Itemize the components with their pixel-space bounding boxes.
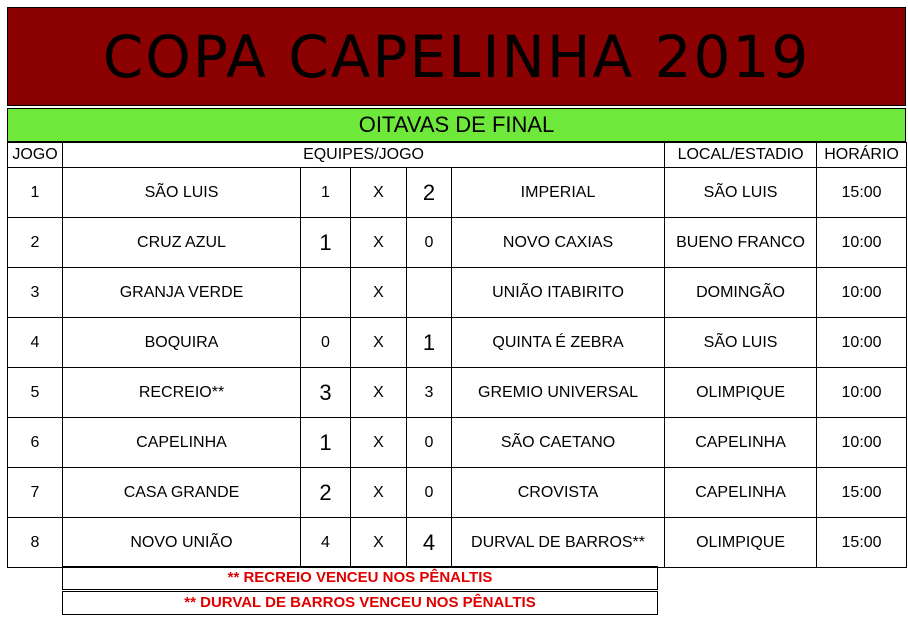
kickoff-time: 15:00 xyxy=(817,168,907,218)
home-score xyxy=(301,268,351,318)
table-row xyxy=(8,518,907,568)
home-team: CRUZ AZUL xyxy=(63,218,301,268)
kickoff-time: 15:00 xyxy=(817,468,907,518)
game-number: 8 xyxy=(8,518,63,568)
penalty-note-recreio: ** RECREIO VENCEU NOS PÊNALTIS xyxy=(62,566,658,590)
phase-banner xyxy=(7,108,906,142)
home-score: 1 xyxy=(301,168,351,218)
home-team: NOVO UNIÃO xyxy=(63,518,301,568)
penalty-note-durval: ** DURVAL DE BARROS VENCEU NOS PÊNALTIS xyxy=(62,591,658,615)
game-number: 2 xyxy=(8,218,63,268)
table-row xyxy=(8,368,907,418)
away-team: CROVISTA xyxy=(452,468,665,518)
home-score: 3 xyxy=(301,368,351,418)
venue: OLIMPIQUE xyxy=(665,368,817,418)
title-banner xyxy=(7,7,906,106)
kickoff-time: 10:00 xyxy=(817,218,907,268)
game-number: 4 xyxy=(8,318,63,368)
game-number: 5 xyxy=(8,368,63,418)
venue: BUENO FRANCO xyxy=(665,218,817,268)
home-score: 1 xyxy=(301,418,351,468)
kickoff-time: 10:00 xyxy=(817,418,907,468)
versus-mark: X xyxy=(351,368,407,418)
home-team: CAPELINHA xyxy=(63,418,301,468)
kickoff-time: 10:00 xyxy=(817,318,907,368)
away-team: QUINTA É ZEBRA xyxy=(452,318,665,368)
away-team: UNIÃO ITABIRITO xyxy=(452,268,665,318)
versus-mark: X xyxy=(351,268,407,318)
kickoff-time: 10:00 xyxy=(817,268,907,318)
versus-mark: X xyxy=(351,218,407,268)
table-row xyxy=(8,168,907,218)
away-score xyxy=(407,268,452,318)
header-equipes: EQUIPES/JOGO xyxy=(63,143,665,168)
versus-mark: X xyxy=(351,418,407,468)
away-score: 1 xyxy=(407,318,452,368)
home-team: CASA GRANDE xyxy=(63,468,301,518)
away-team: NOVO CAXIAS xyxy=(452,218,665,268)
games-table xyxy=(7,142,907,568)
versus-mark: X xyxy=(351,468,407,518)
home-score: 2 xyxy=(301,468,351,518)
game-number: 7 xyxy=(8,468,63,518)
kickoff-time: 10:00 xyxy=(817,368,907,418)
versus-mark: X xyxy=(351,318,407,368)
table-row xyxy=(8,318,907,368)
away-score: 0 xyxy=(407,418,452,468)
home-score: 4 xyxy=(301,518,351,568)
game-number: 1 xyxy=(8,168,63,218)
venue: CAPELINHA xyxy=(665,468,817,518)
away-team: SÃO CAETANO xyxy=(452,418,665,468)
home-team: SÃO LUIS xyxy=(63,168,301,218)
header-horario: HORÁRIO xyxy=(817,143,907,168)
page-title: COPA CAPELINHA 2019 xyxy=(102,22,811,91)
venue: SÃO LUIS xyxy=(665,168,817,218)
home-score: 1 xyxy=(301,218,351,268)
game-number: 6 xyxy=(8,418,63,468)
versus-mark: X xyxy=(351,168,407,218)
away-score: 3 xyxy=(407,368,452,418)
home-team: GRANJA VERDE xyxy=(63,268,301,318)
home-score: 0 xyxy=(301,318,351,368)
away-team: DURVAL DE BARROS** xyxy=(452,518,665,568)
table-row xyxy=(8,218,907,268)
away-score: 4 xyxy=(407,518,452,568)
away-score: 0 xyxy=(407,218,452,268)
away-score: 0 xyxy=(407,468,452,518)
kickoff-time: 15:00 xyxy=(817,518,907,568)
table-row xyxy=(8,468,907,518)
venue: CAPELINHA xyxy=(665,418,817,468)
phase-title: OITAVAS DE FINAL xyxy=(358,112,555,137)
versus-mark: X xyxy=(351,518,407,568)
header-local: LOCAL/ESTADIO xyxy=(665,143,817,168)
home-team: RECREIO** xyxy=(63,368,301,418)
venue: OLIMPIQUE xyxy=(665,518,817,568)
away-score: 2 xyxy=(407,168,452,218)
away-team: GREMIO UNIVERSAL xyxy=(452,368,665,418)
away-team: IMPERIAL xyxy=(452,168,665,218)
game-number: 3 xyxy=(8,268,63,318)
header-row xyxy=(8,143,907,168)
table-row xyxy=(8,268,907,318)
home-team: BOQUIRA xyxy=(63,318,301,368)
table-row xyxy=(8,418,907,468)
venue: DOMINGÃO xyxy=(665,268,817,318)
header-jogo: JOGO xyxy=(8,143,63,168)
venue: SÃO LUIS xyxy=(665,318,817,368)
